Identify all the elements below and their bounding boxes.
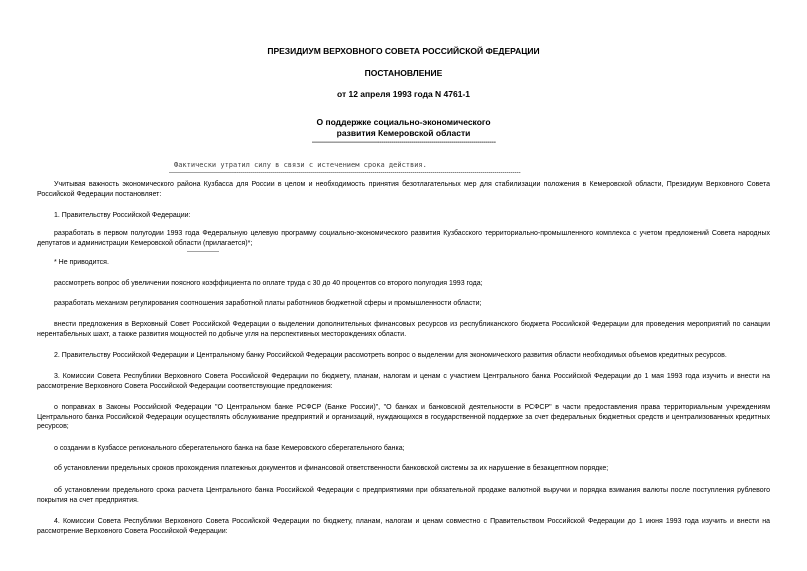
status-note: Фактически утратил силу в связи с истечением срока действия. [174,161,427,169]
paragraph-3-item-c: об установлении предельных сроков прохождения платежных документов и финансовой ответственности банковской системы за их нарушение в безакцептном порядке; [54,465,609,472]
paragraph-3-item-d: об установлении предельного срока расчета Центрального банка Российской Федерации с предприятиями при обязательной продаже валютной выручки и порядка взимания валюты после поступления рублевого покрытия на счет предприятия. [37,487,770,504]
document-title-line-2: развития Кемеровской области [336,128,471,138]
footnote-separator: ---------------- [187,249,219,255]
footnote: * Не приводится. [54,259,109,266]
document-type: ПОСТАНОВЛЕНИЕ [364,68,443,78]
document-date-number: от 12 апреля 1993 года N 4761-1 [336,89,471,99]
paragraph-3: 3. Комиссии Совета Республики Верховного Совета Российской Федерации по бюджету, планам, налогам и ценам с участием Центрального банка Российской Федерации до 1 мая 1993 года изучить и внести на рассмотрение Верховного Совета Российской Федерации соответствующие предложения: [37,373,770,390]
paragraph-4: 4. Комиссии Совета Республики Верховного Совета Российской Федерации по бюджету, планам, налогам и ценам совместно с Правительством Российской Федерации до 1 июня 1993 года изучить и внести на рассмотрение Верховного Совета Российской Федерации: [37,518,770,535]
issuing-authority: ПРЕЗИДИУМ ВЕРХОВНОГО СОВЕТА РОССИЙСКОЙ ФЕДЕРАЦИИ [267,46,540,56]
preamble-paragraph: Учитывая важность экономического района Кузбасса для России в целом и необходимость принятия безотлагательных мер для стабилизации положения в Кемеровской области, Президиум Верховного Совета Российской Федерации постановляет: [37,181,770,198]
paragraph-1-item-c: разработать механизм регулирования соотношения заработной платы работников бюджетной сферы и промышленности области; [54,300,482,307]
document-title-line-1: О поддержке социально-экономического [316,117,491,127]
paragraph-3-item-a: о поправках в Законы Российской Федерации "О Центральном банке РСФСР (Банке России)", "О банках и банковской деятельности в РСФСР" в части предоставления права территориальным учреждениям Центрального банка Российской Федерации осуществлять обслуживание предприятий и организаций, нуждающихся в государственной поддержке за счет федеральных бюджетных средств и централизованных кредитных ресурсов; [37,404,770,431]
title-underline: -------------------------------------------------------------------------------------------- [312,140,496,146]
paragraph-1-item-a: разработать в первом полугодии 1993 года Федеральную целевую программу социально-экономического развития Кузбасского территориально-промышленного комплекса с учетом предложений Совета народных депутатов и администрации Кемеровской области (прилагается)*; [37,230,770,247]
paragraph-1-item-d: внести предложения в Верховный Совет Российской Федерации о выделении дополнительных финансовых ресурсов из республиканского бюджета Российской Федерации для проведения мероприятий по санации нерентабельных шахт, а также развития мощностей по добыче угля на перспективных месторождениях области. [37,321,770,338]
paragraph-2: 2. Правительству Российской Федерации и Центральному банку Российской Федерации рассмотреть вопрос о выделении для экономического развития области необходимых объемов кредитных ресурсов. [54,352,727,359]
paragraph-1-item-b: рассмотреть вопрос об увеличении поясного коэффициента по оплате труда с 30 до 40 процентов со второго полугодия 1993 года; [54,280,483,287]
paragraph-1: 1. Правительству Российской Федерации: [54,212,191,219]
status-separator: -------------------------------------------------------------------------------------------------------------------------------------------------------------------------------- [169,170,521,176]
paragraph-3-item-b: о создании в Кузбассе регионального сберегательного банка на базе Кемеровского сберегательного банка; [54,445,405,452]
